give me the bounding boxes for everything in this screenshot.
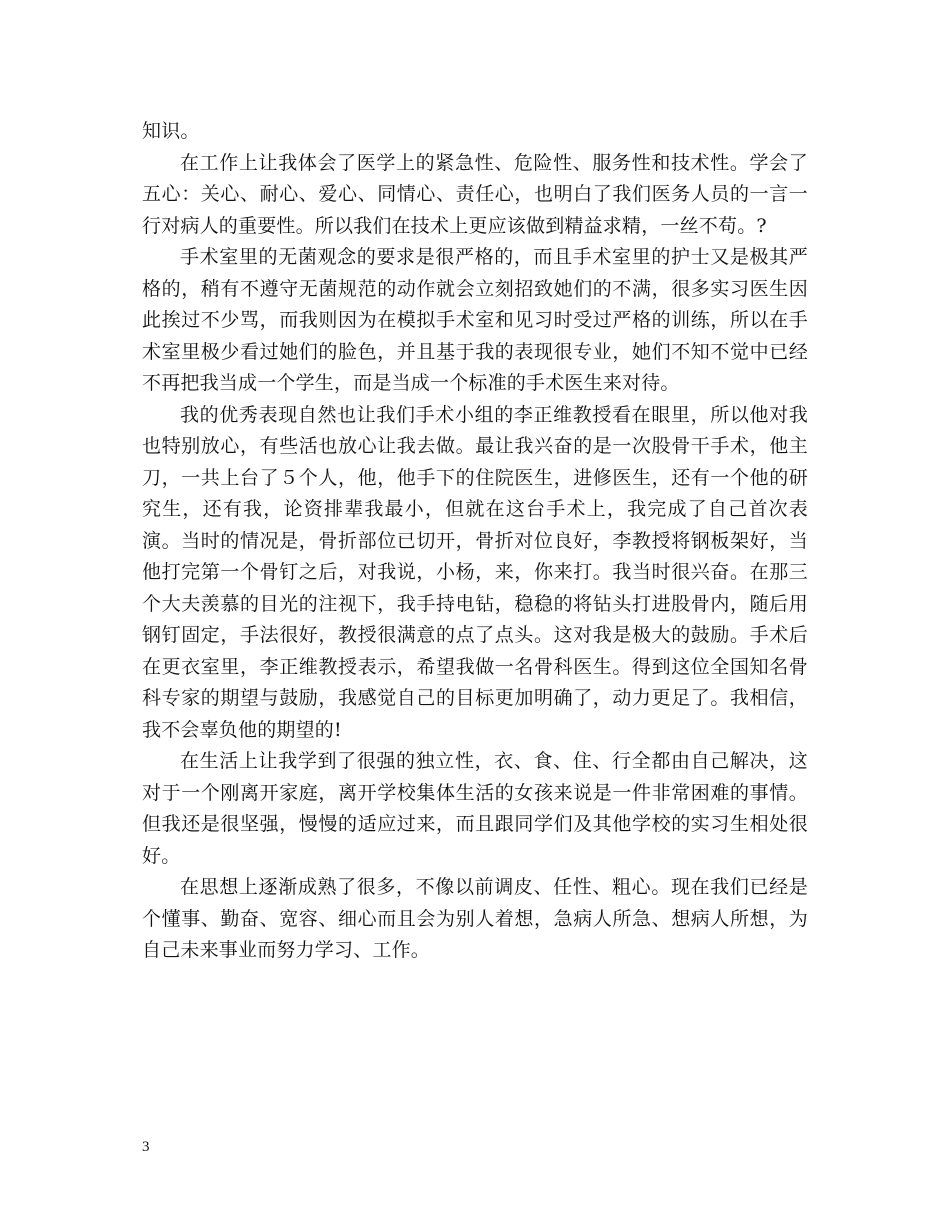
paragraph-work-experience: 在工作上让我体会了医学上的紧急性、危险性、服务性和技术性。学会了五心：关心、耐心、爱心、同情心、责任心，也明白了我们医务人员的一言一行对病人的重要性。所以我们在技术上更应该做到精益求精，一丝不苟。? (142, 151, 808, 237)
paragraph-continuation: 知识。 (142, 120, 200, 142)
paragraph-thoughts: 在思想上逐渐成熟了很多，不像以前调皮、任性、粗心。现在我们已经是个懂事、勤奋、宽容、细心而且会为别人着想，急病人所急、想病人所想，为自己未来事业而努力学习、工作。 (142, 876, 808, 961)
paragraph-operating-room: 手术室里的无菌观念的要求是很严格的，而且手术室里的护士又是极其严格的，稍有不遵守无菌规范的动作就会立刻招致她们的不满，很多实习医生因此挨过不少骂，而我则因为在模拟手术室和见习时受过严格的训练，所以在手术室里极少看过她们的脸色，并且基于我的表现很专业，她们不知不觉中已经不再把我当成一个学生，而是当成一个标准的手术医生来对待。 (142, 246, 808, 394)
page-number: 3 (142, 1139, 150, 1155)
paragraph-life: 在生活上让我学到了很强的独立性，衣、食、住、行全都由自己解决，这对于一个刚离开家庭，离开学校集体生活的女孩来说是一件非常困难的事情。但我还是很坚强，慢慢的适应过来，而且跟同学们及其他学校的实习生相处很好。 (142, 750, 808, 867)
body-text (142, 116, 808, 967)
paragraph-surgery-story: 我的优秀表现自然也让我们手术小组的李正维教授看在眼里，所以他对我也特别放心，有些活也放心让我去做。最让我兴奋的是一次股骨干手术，他主刀，一共上台了５个人，他，他手下的住院医生，进修医生，还有一个他的研究生，还有我，论资排辈我最小，但就在这台手术上，我完成了自己首次表演。当时的情况是，骨折部位已切开，骨折对位良好，李教授将钢板架好，当他打完第一个骨钉之后，对我说，小杨，来，你来打。我当时很兴奋。在那三个大夫羡慕的目光的注视下，我手持电钻，稳稳的将钻头打进股骨内，随后用钢钉固定，手法很好，教授很满意的点了点头。这对我是极大的鼓励。手术后在更衣室里，李正维教授表示，希望我做一名骨科医生。得到这位全国知名骨科专家的期望与鼓励，我感觉自己的目标更加明确了，动力更足了。我相信，我不会辜负他的期望的! (142, 403, 808, 741)
